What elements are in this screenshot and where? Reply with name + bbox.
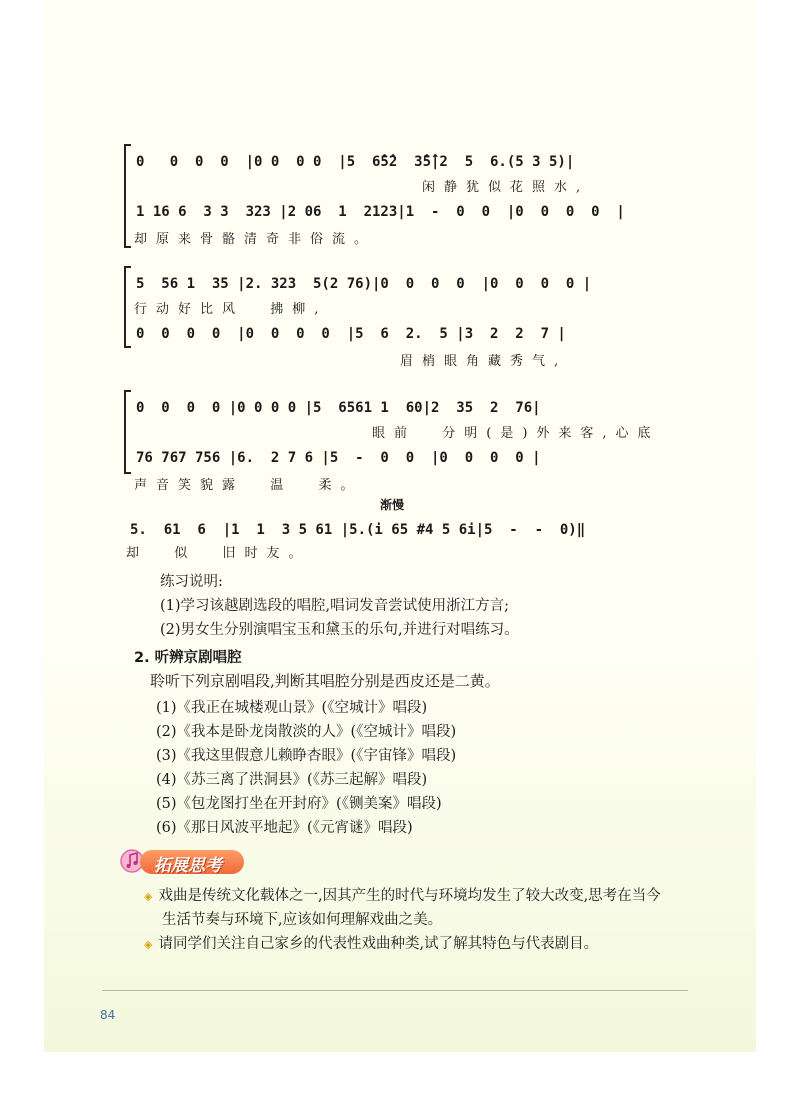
system-bracket: [124, 144, 131, 248]
notation: 0 0 0 0 |0 0 0 0 |5 6561 1 60|2 35 2 76|: [136, 400, 541, 416]
footer-rule: [102, 990, 688, 991]
list-item: (2)《我本是卧龙岗散淡的人》(《空城计》唱段): [156, 724, 457, 740]
practice-item: (2)男女生分别演唱宝玉和黛玉的乐句,并进行对唱练习。: [160, 622, 519, 638]
extension-item: [144, 932, 598, 953]
diamond-bullet-icon: ◈: [144, 938, 153, 951]
extension-item: [144, 884, 661, 905]
system-bracket: [124, 390, 131, 474]
score-line: [136, 148, 672, 170]
score-line: [136, 394, 672, 416]
lyric-line: 眼前 分明(是)外来客,心底: [372, 426, 660, 441]
notation: 1 16 6 3 3 323 |2 06 1 2123|1 - 0 0 |0 0 0 0 |: [136, 204, 625, 220]
badge-label: 拓展思考: [154, 856, 222, 876]
lyric-line: 却 似 旧时友。: [126, 546, 311, 561]
notation: 0 0 0 0 |0 0 0 0 |5 6 2. 5 |3 2 2 7 |: [136, 326, 566, 342]
system-bracket: [124, 266, 131, 348]
list-item: (6)《那日风波平地起》(《元宵谜》唱段): [156, 820, 413, 836]
extension-badge: [118, 846, 246, 876]
practice-item: (1)学习该越剧选段的唱腔,唱词发音尝试使用浙江方言;: [160, 598, 510, 614]
lyric-line: 闲静犹似花照水,: [422, 180, 590, 195]
notation: 0 0 0 0 |0 0 0 0 |5 6̂5̂2 3̂5̂|2 5 6.(5 3 5)|: [136, 154, 575, 170]
extension-text: 请同学们关注自己家乡的代表性戏曲种类,试了解其特色与代表剧目。: [158, 936, 599, 952]
extension-item-continued: 生活节奏与环境下,应该如何理解戏曲之美。: [162, 912, 443, 928]
list-item: (3)《我这里假意儿赖睁杏眼》(《宇宙锋》唱段): [156, 748, 457, 764]
tempo-mark: 渐慢: [380, 498, 405, 512]
lyric-line: 却原来骨骼清奇非俗流。: [134, 232, 377, 247]
score-line: [136, 320, 672, 342]
practice-title: 练习说明:: [160, 574, 223, 590]
score-line: [136, 444, 672, 466]
diamond-bullet-icon: ◈: [144, 890, 153, 903]
section-intro: 聆听下列京剧唱段,判断其唱腔分别是西皮还是二黄。: [150, 672, 500, 690]
lyric-line: 行动好比风 拂柳,: [134, 302, 328, 317]
score-line: [136, 198, 672, 220]
notation: 5 56 1 35 |2. 323 5(2 76)|0 0 0 0 |0 0 0 0 |: [136, 276, 592, 292]
score-line: [130, 516, 672, 538]
extension-text: 戏曲是传统文化载体之一,因其产生的时代与环境均发生了较大改变,思考在当今: [158, 888, 661, 904]
notation: 76 767 756 |6. 2 7 6 |5 - 0 0 |0 0 0 0 |: [136, 450, 541, 466]
score-line: [136, 270, 672, 292]
list-item: (1)《我正在城楼观山景》(《空城计》唱段): [156, 700, 428, 716]
section-heading: 2. 听辨京剧唱腔: [134, 650, 242, 666]
lyric-line: 声音笑貌露 温 柔。: [134, 478, 363, 493]
lyric-line: 眉梢眼角藏秀气,: [400, 354, 568, 369]
page-number: 84: [100, 1008, 116, 1022]
notation: 5. 61 6 |1 1 3 5 61 |5.(i 65 #4 5 6i|5 - - 0)‖: [130, 522, 586, 538]
list-item: (5)《包龙图打坐在开封府》(《铡美案》唱段): [156, 796, 442, 812]
list-item: (4)《苏三离了洪洞县》(《苏三起解》唱段): [156, 772, 428, 788]
